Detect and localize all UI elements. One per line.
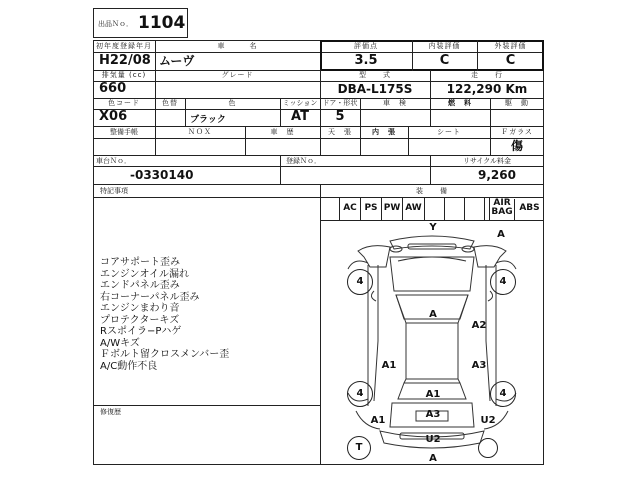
spare-tire: T — [347, 436, 371, 460]
row4-label-line — [93, 138, 544, 139]
row5-bottom-line — [93, 184, 544, 185]
equip-abs: ABS — [519, 203, 540, 213]
mark-right-door: A3 — [471, 360, 487, 371]
note-line: エンドパネル歪み — [100, 280, 180, 291]
recycle-label: リサイクル料金 — [462, 157, 512, 165]
displacement-value: 660 — [99, 81, 127, 96]
doors-label: ドア・形状 — [322, 99, 358, 107]
notes-list — [100, 257, 315, 372]
mark-roof-rear: A1 — [425, 389, 441, 400]
tire-front-right: 4 — [490, 269, 516, 295]
interior-score-value: C — [439, 53, 450, 68]
note-line: Ｆボルト留クロスメンバー歪 — [100, 349, 230, 360]
equip-aw: AW — [403, 198, 425, 220]
equip-blank — [445, 198, 465, 220]
mark-bumper-u2: U2 — [425, 434, 441, 445]
score-value: 3.5 — [354, 53, 378, 68]
drive-label: 駆 動 — [505, 99, 529, 107]
reg-no-label: 登録Ｎｏ． — [286, 157, 321, 165]
mission-label: ミッション — [282, 99, 318, 107]
car-diagram — [320, 221, 544, 465]
doors-value: 5 — [335, 109, 345, 124]
note-line: 右コーナーパネル歪み — [100, 291, 200, 303]
chassis-value: -0330140 — [130, 168, 194, 182]
sunroof-label: 天 張 — [328, 128, 352, 136]
displacement-label: 排気量 (cc) — [101, 71, 147, 79]
mission-value: AT — [291, 109, 309, 124]
tire-rear-right: 4 — [490, 381, 516, 407]
mark-right-fender: A2 — [471, 320, 487, 331]
mark-hood: A — [429, 309, 437, 320]
note-line: A/C動作不良 — [100, 360, 158, 372]
equipment-label: 装 備 — [416, 187, 448, 195]
car-name-value: ムーヴ — [159, 54, 195, 68]
note-line: エンジンオイル漏れ — [100, 268, 189, 280]
lot-label: 出品Ｎｏ． — [98, 20, 133, 28]
first-reg-label: 初年度登録年月 — [96, 42, 152, 50]
note-line: コアサポート歪み — [100, 257, 180, 268]
inner-lining-label: 内 張 — [372, 128, 396, 136]
tire-front-left: 4 — [347, 269, 373, 295]
equip-blank — [320, 198, 340, 220]
first-reg-value: H22/08 — [99, 53, 151, 68]
tire-spare-right — [478, 438, 498, 458]
paint-change-label: 色替 — [162, 99, 178, 107]
note-line: エンジンまわり音 — [100, 303, 180, 314]
fuel-label: 燃 料 — [448, 99, 472, 107]
equip-pw: PW — [382, 198, 403, 220]
interior-score-label: 内装評価 — [428, 42, 461, 50]
eval-div1 — [412, 40, 413, 71]
evaluation-box — [320, 40, 544, 71]
color-code-value: X06 — [99, 109, 128, 124]
repair-line — [93, 405, 320, 406]
model-label: 型 式 — [359, 71, 391, 79]
score-label: 評価点 — [354, 42, 378, 50]
repair-label: 修復歴 — [100, 408, 121, 416]
tire-rear-left: 4 — [347, 381, 373, 407]
grade-label: グレード — [221, 71, 254, 79]
equip-airbag: AIR BAG — [490, 199, 515, 220]
recycle-value: 9,260 — [478, 168, 516, 182]
mark-top-y: Y — [429, 222, 437, 233]
eval-div2 — [477, 40, 478, 71]
mark-bottom-a: A — [429, 453, 437, 464]
car-name-label: 車 名 — [217, 42, 258, 50]
equip-ac: AC — [340, 198, 361, 220]
exterior-score-value: C — [505, 53, 516, 68]
mileage-label: 走 行 — [471, 71, 503, 79]
note-line: Rスポイラ−Pハゲ — [100, 326, 182, 337]
manual-label: 整備手帳 — [110, 128, 138, 136]
fglass-value: 傷 — [510, 139, 523, 153]
lot-box — [93, 8, 188, 38]
inspection-label: 車 検 — [383, 99, 407, 107]
note-line: プロテクターキズ — [100, 314, 180, 326]
seat-label: シート — [437, 128, 461, 136]
color-code-label: 色コード — [108, 99, 140, 107]
mark-top-right-a: A — [497, 229, 505, 240]
mark-right-rear: U2 — [480, 415, 496, 426]
equip-ps: PS — [361, 198, 382, 220]
nox-label: ＮＯＸ — [188, 128, 212, 136]
chassis-label: 車台Ｎｏ． — [96, 157, 131, 165]
equipment-row — [320, 198, 544, 220]
equip-blank — [465, 198, 485, 220]
mark-left-door: A1 — [381, 360, 397, 371]
mark-tailgate: A3 — [425, 409, 441, 420]
note-line: A/Wキズ — [100, 337, 140, 349]
mileage-value: 122,290 Km — [446, 82, 528, 96]
notes-label: 特記事項 — [100, 187, 128, 195]
exterior-score-label: 外装評価 — [494, 42, 527, 50]
row5-div1 — [280, 155, 281, 185]
mark-left-rear: A1 — [370, 415, 386, 426]
model-value: DBA-L175S — [337, 82, 413, 96]
equip-blank — [425, 198, 445, 220]
fglass-label: Ｆガラス — [501, 128, 533, 136]
history-label: 車 歴 — [270, 128, 295, 136]
color-label: 色 — [228, 99, 237, 107]
lot-number: 1104 — [138, 13, 186, 33]
color-value: ブラック — [190, 115, 226, 125]
